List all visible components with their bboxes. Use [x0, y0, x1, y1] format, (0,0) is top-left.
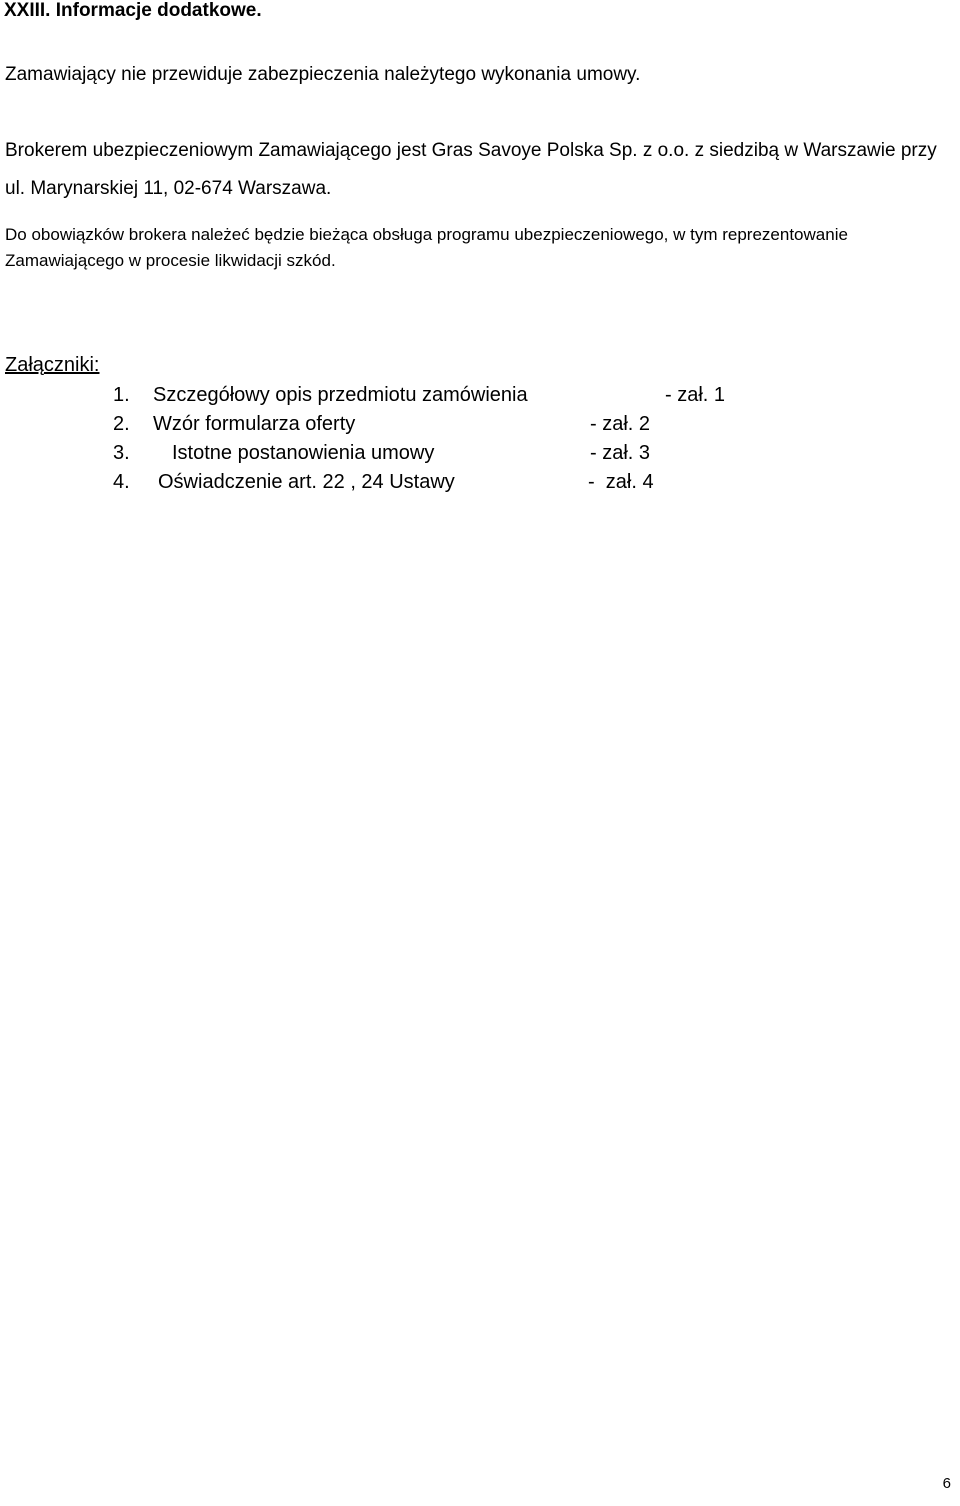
page-number: 6: [942, 1475, 951, 1492]
section-heading: XXIII. Informacje dodatkowe.: [4, 0, 262, 21]
attachment-number: 2.: [113, 413, 130, 435]
attachment-number: 1.: [113, 384, 130, 406]
attachment-ref: - zał. 3: [590, 442, 651, 464]
attachment-name: Oświadczenie art. 22 , 24 Ustawy: [158, 471, 455, 493]
attachment-ref: - zał. 2: [590, 413, 651, 435]
attachment-name: Wzór formularza oferty: [153, 413, 356, 435]
paragraph-broker: Brokerem ubezpieczeniowym Zamawiającego jest Gras Savoye Polska Sp. z o.o. z siedzibą w Warszawie przy ul. Marynarskiej 11, 02-674 Warszawa.: [5, 140, 937, 199]
attachment-number: 3.: [113, 442, 130, 464]
paragraph-broker-duties: Do obowiązków brokera należeć będzie bieżąca obsługa programu ubezpieczeniowego, w tym reprezentowanie Zamawiającego w procesie likwidacji szkód.: [5, 225, 848, 270]
attachment-name: Istotne postanowienia umowy: [172, 442, 435, 464]
attachments-title: Załączniki:: [5, 354, 100, 376]
attachment-number: 4.: [113, 471, 130, 493]
attachment-ref: - zał. 1: [665, 384, 726, 406]
attachment-ref: - zał. 4: [588, 471, 654, 493]
paragraph-no-security: Zamawiający nie przewiduje zabezpieczenia należytego wykonania umowy.: [5, 64, 641, 85]
attachment-name: Szczegółowy opis przedmiotu zamówienia: [153, 384, 528, 406]
